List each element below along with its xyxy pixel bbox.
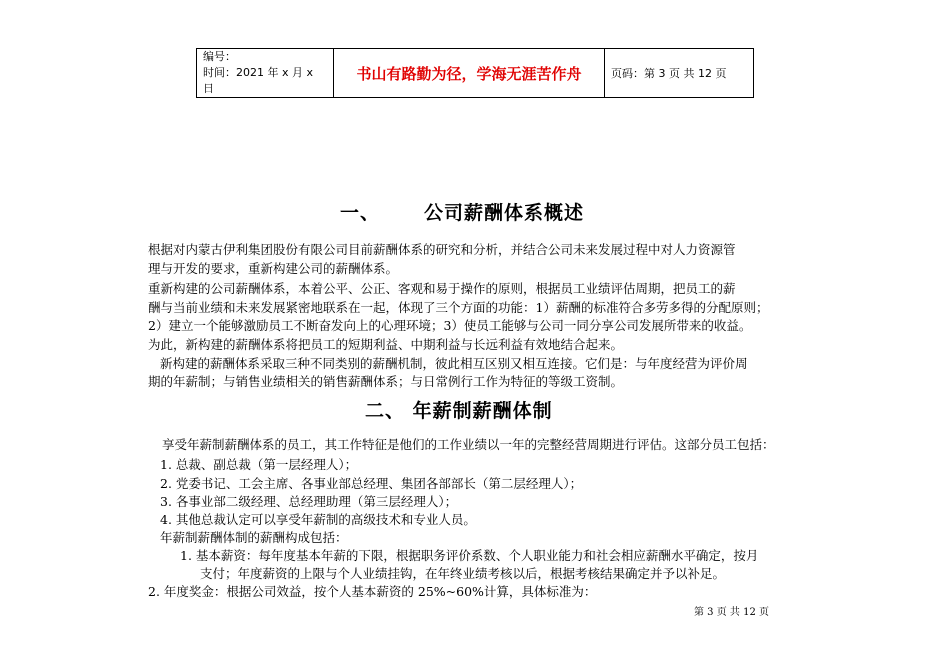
s1-line-6: 新构建的薪酬体系采取三种不同类别的薪酬机制，彼此相互区别又相互连接。它们是：与年度经营为评价周 bbox=[160, 356, 748, 371]
s1-line-0: 根据对内蒙古伊利集团股份有限公司目前薪酬体系的研究和分析，并结合公司未来发展过程中对人力资源管 bbox=[148, 242, 736, 257]
page-code-cell bbox=[605, 49, 754, 98]
s2-line-4: 4. 其他总裁认定可以享受年薪制的高级技术和专业人员。 bbox=[160, 512, 476, 527]
s2-line-5: 年薪制薪酬体制的薪酬构成包括： bbox=[160, 530, 348, 545]
section1-number: 一、 bbox=[340, 202, 381, 224]
s2-line-3: 3. 各事业部二级经理、总经理助理（第三层经理人）； bbox=[160, 494, 458, 509]
s2-line-1: 1. 总裁、副总裁（第一层经理人）； bbox=[160, 457, 358, 472]
s2-line-8: 2. 年度奖金：根据公司效益，按个人基本薪资的 25%~60%计算，具体标准为： bbox=[148, 584, 597, 599]
s1-line-7: 期的年薪制；与销售业绩相关的销售薪酬体系；与日常例行工作为特征的等级工资制。 bbox=[148, 374, 624, 389]
section2-heading: 二、 年薪制薪酬体制 bbox=[365, 400, 553, 422]
header-meta-cell bbox=[197, 49, 334, 98]
number-label: 编号： bbox=[203, 50, 236, 63]
date-label: 时间：2021 年 x 月 x 日 bbox=[203, 66, 313, 95]
s2-line-6: 1. 基本薪资：每年度基本年薪的下限，根据职务评价系数、个人职业能力和社会相应薪酬水平确定，按月 bbox=[180, 548, 759, 563]
s2-line-0: 享受年薪制薪酬体系的员工，其工作特征是他们的工作业绩以一年的完整经营周期进行评估。这部分员工包括： bbox=[162, 437, 775, 452]
motto-cell bbox=[334, 49, 605, 98]
motto-text: 书山有路勤为径，学海无涯苦作舟 bbox=[356, 64, 582, 83]
s1-line-2: 重新构建的公司薪酬体系，本着公平、公正、客观和易于操作的原则，根据员工业绩评估周期，把员工的薪 bbox=[148, 281, 736, 296]
page-footer: 第 3 页 共 12 页 bbox=[694, 607, 769, 618]
s1-line-1: 理与开发的要求，重新构建公司的薪酬体系。 bbox=[148, 261, 399, 276]
s1-line-5: 为此，新构建的薪酬体系将把员工的短期利益、中期利益与长远利益有效地结合起来。 bbox=[148, 337, 624, 352]
section1-heading bbox=[340, 198, 584, 225]
section1-title: 公司薪酬体系概述 bbox=[424, 202, 585, 224]
s1-line-3: 酬与当前业绩和未来发展紧密地联系在一起，体现了三个方面的功能：1）薪酬的标准符合多劳多得的分配原则； bbox=[148, 300, 769, 315]
s1-line-4: 2）建立一个能够激励员工不断奋发向上的心理环境；3）使员工能够与公司一同分享公司发展所带来的收益。 bbox=[148, 318, 752, 333]
page-code-text: 页码：第 3 页 共 12 页 bbox=[611, 67, 727, 80]
s2-line-7: 支付；年度薪资的上限与个人业绩挂钩，在年终业绩考核以后，根据考核结果确定并予以补足。 bbox=[200, 566, 726, 581]
s2-line-2: 2. 党委书记、工会主席、各事业部总经理、集团各部部长（第二层经理人）； bbox=[160, 476, 583, 491]
header-table bbox=[196, 48, 754, 98]
